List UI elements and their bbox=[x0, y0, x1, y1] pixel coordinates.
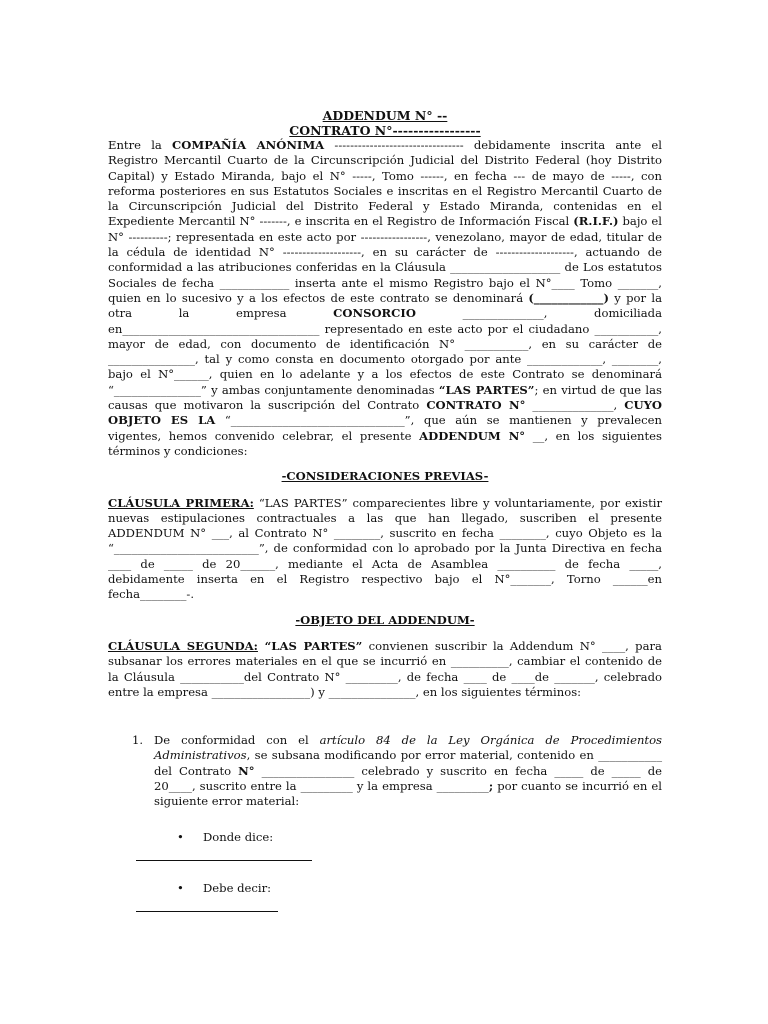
blank-line bbox=[136, 859, 312, 861]
intro-text-1: Entre la bbox=[108, 138, 173, 152]
intro-paragraph bbox=[108, 138, 662, 459]
company-label: COMPAÑÍA ANÓNIMA bbox=[172, 138, 325, 152]
intro-text-5: ______________, domiciliada en__________________________________ representado en este acto por el ciudadano ___________, mayor de edad, con documento de identificación N° ___________, en su carácter de _______________, tal y como consta en documento otorgado por ante _____________, ________, bajo el N°______, quien en lo adelante y a los efectos de este Contrato se denominará “_______________” y ambas conjuntamente denominadas bbox=[108, 306, 663, 397]
numbered-list bbox=[108, 733, 662, 809]
clausula-primera bbox=[108, 496, 662, 603]
clausula-segunda-text: convienen suscribir la Addendum N° ____, para subsanar los errores materiales en el que se incurrió en __________, cambiar el contenido de la Cláusula ___________del Contrato N° _________, de fecha ____ de ____de _______, celebrado entre la empresa _________________) y _______________, en los siguientes términos: bbox=[108, 638, 662, 699]
clausula-segunda bbox=[108, 639, 662, 700]
document-body bbox=[108, 108, 662, 912]
intro-text-2: --------------------------------- debidamente inscrita ante el Registro Mercantil Cuarto de la Circunscripción Judicial del Distrito Federal (hoy Distrito Capital) y Estado Miranda, bajo el N° -----, Tomo ------, en fecha --- de mayo de -----, con reforma posteriores en sus Estatutos Sociales e inscritas en el Registro Mercantil Cuarto de la Circunscripción Judicial del Distrito Federal y Estado Miranda, contenidas en el Expediente Mercantil N° -------, e inscrita en el Registro de Información Fiscal bbox=[108, 138, 663, 229]
list-item-text-4: por cuanto se incurrió en el siguiente error material: bbox=[154, 778, 662, 809]
clausula-segunda-label: CLÁUSULA SEGUNDA: bbox=[108, 638, 258, 653]
denomination-paren: (____________) bbox=[528, 290, 609, 305]
intro-text-3: bajo el N° ----------; representada en este acto por -----------------, venezolano, mayor de edad, titular de la cédula de identidad N° --------------------, en su carácter de --------------------, actuando de conformidad a las atribuciones conferidas en la Cláusula ___________________ de Los estatutos Sociales de fecha ____________ inserta ante el mismo Registro bajo el N°____ Tomo _______, quien en lo sucesivo y a los efectos de este contrato se denominará bbox=[108, 214, 662, 305]
list-item-text-1: De conformidad con el bbox=[154, 733, 320, 748]
objeto-heading: -OBJETO DEL ADDENDUM- bbox=[295, 612, 475, 627]
intro-text-9: __, en los siguientes términos y condiciones: bbox=[108, 428, 662, 458]
contrato-title: CONTRATO N°----------------- bbox=[289, 123, 481, 138]
clausula-segunda-partes: “LAS PARTES” bbox=[257, 638, 363, 653]
numero-label: N° bbox=[238, 763, 255, 778]
bullet-debe-decir bbox=[108, 881, 662, 896]
law-reference: artículo 84 de la Ley Orgánica de Procedimientos Administrativos bbox=[154, 733, 662, 763]
consideraciones-heading: -CONSIDERACIONES PREVIAS- bbox=[281, 469, 489, 484]
semicolon: ; bbox=[488, 778, 494, 793]
contrato-label: CONTRATO N° bbox=[426, 398, 526, 413]
objeto-label: CUYO OBJETO ES LA bbox=[108, 398, 662, 428]
intro-text-7: ______________, bbox=[525, 398, 625, 413]
list-item-text-3: ________________ celebrado y suscrito en fecha _____ de _____ de 20____, suscrito entre la _________ y la empresa _________ bbox=[154, 763, 662, 793]
list-item-text-2: , se subsana modificando por error material, contenido en ___________ del Contrato bbox=[154, 748, 662, 778]
clausula-primera-label: CLÁUSULA PRIMERA: bbox=[108, 495, 254, 510]
intro-text-6: ; en virtud de que las causas que motivaron la suscripción del Contrato bbox=[108, 382, 662, 413]
bullet-label: Donde dice: bbox=[203, 829, 274, 844]
bullet-icon: • bbox=[177, 880, 184, 895]
las-partes-label: “LAS PARTES” bbox=[438, 382, 535, 397]
intro-text-4: y por la otra la empresa bbox=[108, 290, 662, 321]
addendum-label: ADDENDUM N° bbox=[419, 428, 526, 443]
bullet-label: Debe decir: bbox=[203, 880, 272, 895]
list-item bbox=[108, 733, 662, 809]
rif-label: (R.I.F.) bbox=[573, 214, 619, 229]
intro-text-8: “______________________________”, que aún se mantienen y prevalecen vigentes, hemos convenido celebrar, el presente bbox=[108, 413, 662, 443]
addendum-title: ADDENDUM N° -- bbox=[322, 108, 448, 123]
clausula-primera-text: “LAS PARTES” comparecientes libre y voluntariamente, por existir nuevas estipulaciones contractuales a las que han llegado, suscriben el presente ADDENDUM N° ___, al Contrato N° ________, suscrito en fecha ________, cuyo Objeto es la “_________________________”, de conformidad con lo aprobado por la Junta Directiva en fecha ____ de _____ de 20______, mediante el Acta de Asamblea __________ de fecha _____, debidamente inserta en el Registro respectivo bajo el N°_______, Torno ______en fecha________-. bbox=[108, 495, 662, 602]
list-number: 1. bbox=[132, 733, 144, 748]
bullet-icon: • bbox=[177, 829, 184, 844]
blank-line bbox=[136, 910, 278, 912]
consorcio-label: CONSORCIO bbox=[333, 306, 416, 321]
bullet-donde-dice bbox=[108, 830, 662, 845]
